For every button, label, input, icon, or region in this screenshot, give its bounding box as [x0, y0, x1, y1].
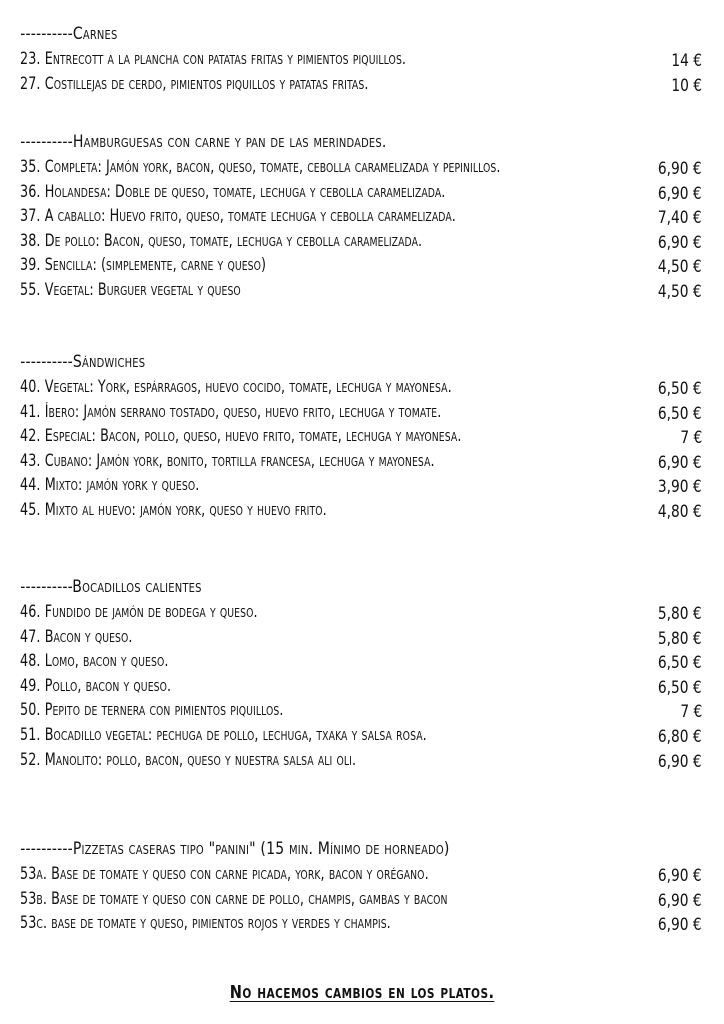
item-price: 6,90 €: [658, 232, 702, 253]
item-description: 53b. Base de tomate y queso con carne de pollo, champis, gambas y bacon: [20, 888, 448, 908]
item-price: 6,90 €: [658, 452, 702, 473]
item-description: 40. Vegetal: York, espárragos, huevo cocido, tomate, lechuga y mayonesa.: [20, 377, 452, 396]
menu-item: [0, 424, 724, 449]
item-description: 44. Mixto: jamón york y queso.: [20, 475, 200, 495]
item-description: 38. De pollo: Bacon, queso, tomate, lechuga y cebolla caramelizada.: [20, 230, 423, 250]
footer-text: No hacemos cambios en los platos.: [229, 982, 495, 1003]
item-price: 5,80 €: [658, 628, 702, 649]
menu-item: [0, 155, 724, 180]
section-pizzetas: [0, 837, 724, 936]
menu-item: [0, 204, 724, 229]
section-sandwiches: [0, 350, 724, 523]
menu-item: [0, 400, 724, 425]
item-price: 6,50 €: [658, 677, 702, 698]
menu-item: [0, 748, 724, 773]
section-hamburguesas: [0, 130, 724, 303]
item-price: 6,50 €: [658, 379, 702, 399]
section-title: ----------Bocadillos calientes: [20, 577, 202, 597]
item-description: 47. Bacon y queso.: [20, 626, 133, 646]
item-description: 53a. Base de tomate y queso con carne picada, york, bacon y orégano.: [20, 864, 429, 883]
footer-notice: [0, 982, 724, 1003]
item-description: 23. Entrecott a la plancha con patatas fritas y pimientos piquillos.: [20, 49, 407, 68]
item-price: 4,50 €: [658, 257, 702, 278]
item-price: 6,50 €: [658, 403, 702, 424]
item-price: 6,90 €: [658, 183, 702, 204]
item-description: 49. Pollo, bacon y queso.: [20, 675, 172, 695]
menu-item: [0, 47, 724, 72]
menu-item: [0, 911, 724, 936]
menu-item: [0, 649, 724, 674]
menu-item: [0, 625, 724, 650]
section-title: ----------Pizzetas caseras tipo "panini" (15 min. Mínimo de horneado): [20, 839, 450, 859]
menu-item: [0, 180, 724, 205]
menu-item: [0, 600, 724, 625]
item-price: 6,90 €: [658, 866, 702, 886]
item-list: [0, 600, 724, 772]
item-price: 6,90 €: [658, 890, 702, 911]
menu-item: [0, 449, 724, 474]
item-description: 39. Sencilla: (simplemente, carne y queso): [20, 255, 267, 275]
item-price: 7 €: [680, 702, 702, 723]
item-description: 51. Bocadillo vegetal: pechuga de pollo, lechuga, txaka y salsa rosa.: [20, 724, 427, 744]
item-description: 45. Mixto al huevo: jamón york, queso y huevo frito.: [20, 499, 327, 519]
menu-item: [0, 375, 724, 400]
menu-item: [0, 887, 724, 912]
item-list: [0, 155, 724, 303]
menu-item: [0, 674, 724, 699]
item-list: [0, 47, 724, 96]
item-description: 52. Manolito: pollo, bacon, queso y nuestra salsa ali oli.: [20, 749, 357, 769]
item-description: 41. Íbero: Jamón serrano tostado, queso, huevo frito, lechuga y tomate.: [20, 401, 442, 421]
item-list: [0, 862, 724, 936]
menu-item: [0, 253, 724, 278]
item-price: 6,90 €: [658, 159, 702, 179]
item-description: 42. Especial: Bacon, pollo, queso, huevo frito, tomate, lechuga y mayonesa.: [20, 426, 462, 446]
item-price: 6,80 €: [658, 726, 702, 747]
section-carnes: [0, 22, 724, 96]
item-price: 7 €: [680, 428, 702, 449]
menu-item: [0, 498, 724, 523]
item-price: 6,90 €: [658, 915, 702, 936]
item-description: 35. Completa: Jamón york, bacon, queso, tomate, cebolla caramelizada y pepinillos.: [20, 157, 501, 176]
item-price: 4,50 €: [658, 281, 702, 302]
section-title: ----------Sándwiches: [20, 352, 146, 372]
menu-item: [0, 698, 724, 723]
item-description: 43. Cubano: Jamón york, bonito, tortilla francesa, lechuga y mayonesa.: [20, 450, 435, 470]
item-description: 36. Holandesa: Doble de queso, tomate, lechuga y cebolla caramelizada.: [20, 181, 446, 201]
item-price: 6,90 €: [658, 751, 702, 772]
menu-item: [0, 278, 724, 303]
item-description: 53c. base de tomate y queso, pimientos rojos y verdes y champis.: [20, 913, 391, 933]
item-price: 7,40 €: [658, 208, 702, 229]
item-description: 46. Fundido de jamón de bodega y queso.: [20, 602, 258, 621]
menu-item: [0, 723, 724, 748]
item-price: 4,80 €: [658, 501, 702, 522]
item-description: 50. Pepito de ternera con pimientos piquillos.: [20, 700, 284, 720]
menu-item: [0, 72, 724, 97]
item-description: 37. A caballo: Huevo frito, queso, tomate lechuga y cebolla caramelizada.: [20, 206, 456, 226]
item-description: 27. Costillejas de cerdo, pimientos piquillos y patatas fritas.: [20, 73, 369, 93]
menu-item: [0, 862, 724, 887]
item-price: 6,50 €: [658, 653, 702, 674]
item-price: 5,80 €: [658, 604, 702, 624]
item-description: 55. Vegetal: Burguer vegetal y queso: [20, 279, 241, 299]
item-price: 14 €: [671, 51, 702, 71]
section-title: ----------Carnes: [20, 24, 118, 44]
section-title: ----------Hamburguesas con carne y pan de las merindades.: [20, 132, 387, 152]
item-price: 10 €: [671, 75, 702, 96]
item-description: 48. Lomo, bacon y queso.: [20, 651, 169, 671]
menu-item: [0, 229, 724, 254]
item-list: [0, 375, 724, 523]
section-bocadillos: [0, 575, 724, 772]
item-price: 3,90 €: [658, 477, 702, 498]
menu-item: [0, 473, 724, 498]
